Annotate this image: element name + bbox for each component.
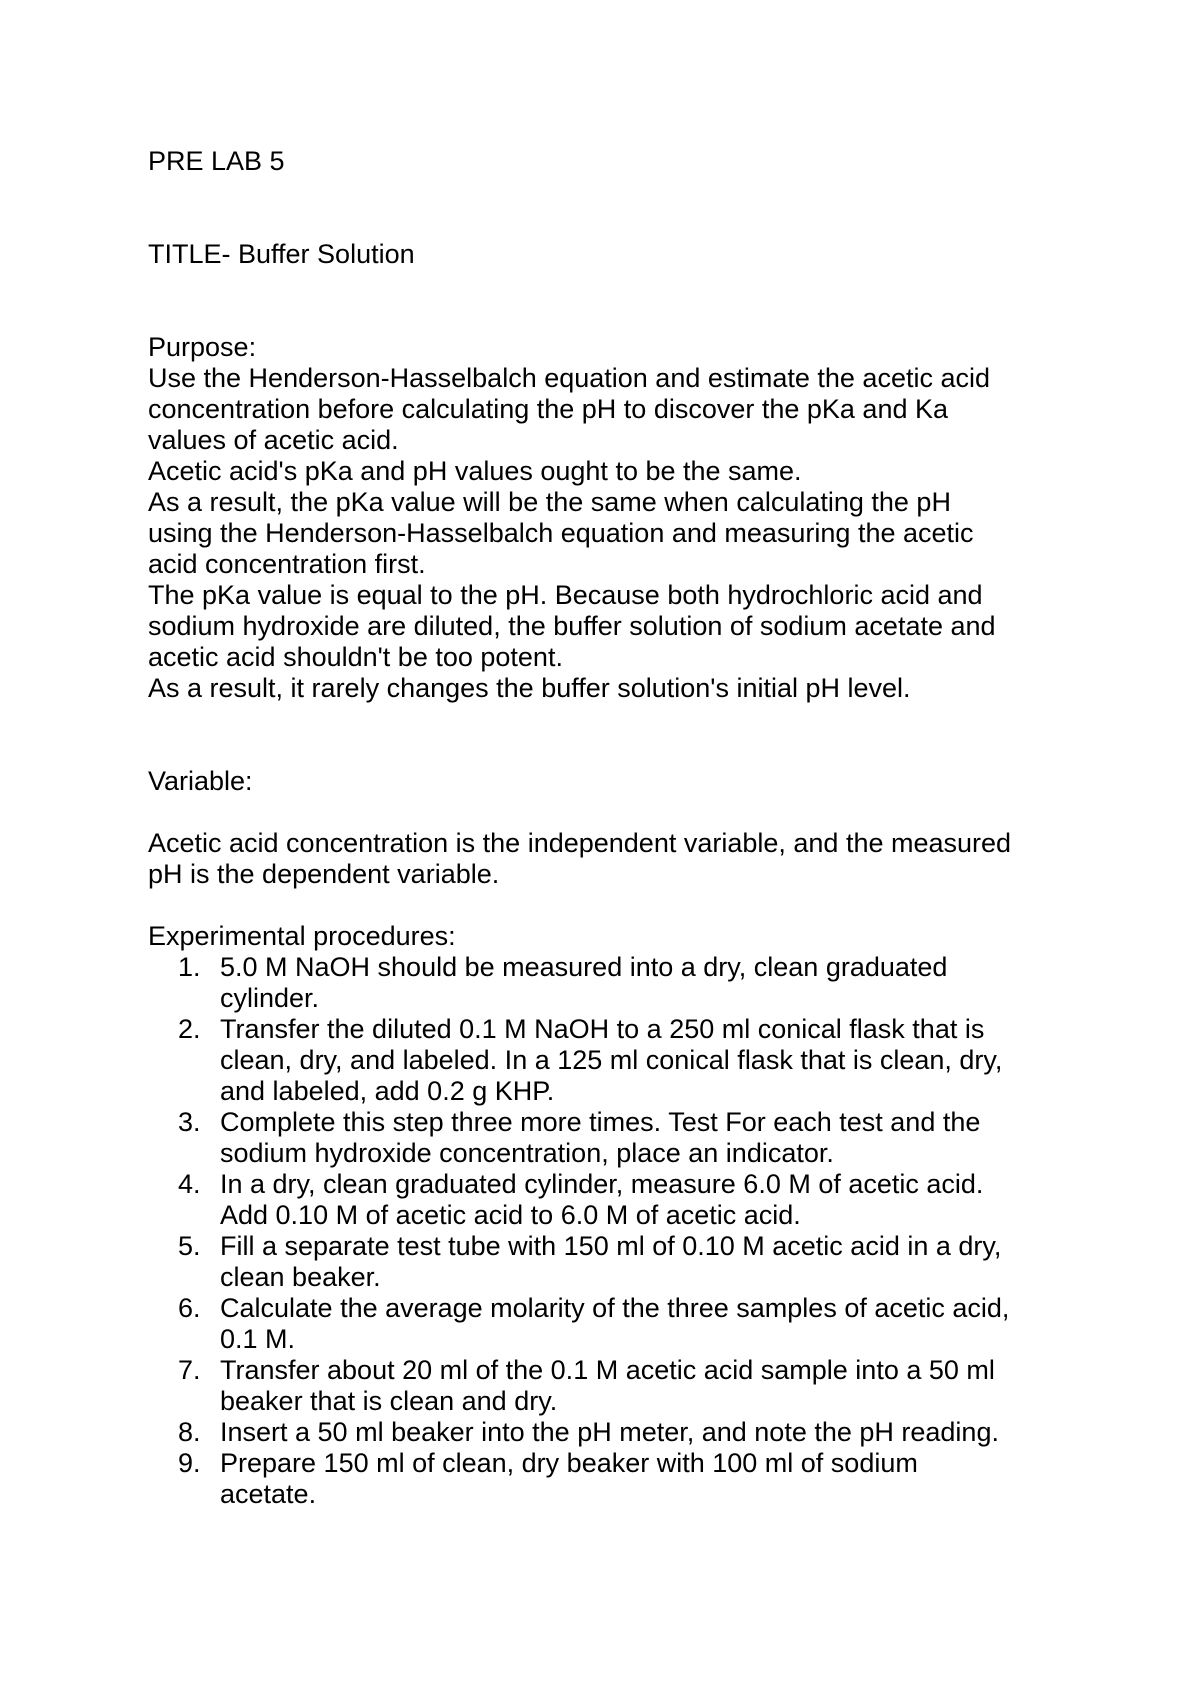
step-text-line: Prepare 150 ml of clean, dry beaker with 100 ml of sodium [220,1448,918,1478]
procedure-step-5 [148,1231,1078,1293]
purpose-line: values of acetic acid. [148,425,399,455]
lab-heading: PRE LAB 5 [148,146,285,176]
step-text-line: beaker that is clean and dry. [220,1386,558,1416]
procedure-step-8 [148,1417,1078,1448]
purpose-line: acid concentration first. [148,549,426,579]
step-number: 7. [178,1355,201,1385]
purpose-line: Use the Henderson-Hasselbalch equation and estimate the acetic acid [148,363,990,393]
purpose-section [148,332,1078,704]
purpose-line: using the Henderson-Hasselbalch equation and measuring the acetic [148,518,974,548]
purpose-text [148,363,1078,704]
step-text-line: Add 0.10 M of acetic acid to 6.0 M of acetic acid. [220,1200,801,1230]
variable-section [148,766,1078,890]
procedure-step-9 [148,1448,1078,1510]
procedure-step-3 [148,1107,1078,1169]
variable-line: Acetic acid concentration is the independent variable, and the measured [148,828,1012,858]
step-text-line: 0.1 M. [220,1324,296,1354]
step-text-line: Calculate the average molarity of the three samples of acetic acid, [220,1293,1010,1323]
procedure-step-6 [148,1293,1078,1355]
variable-line: pH is the dependent variable. [148,859,500,889]
step-text-line: cylinder. [220,983,320,1013]
purpose-line: concentration before calculating the pH to discover the pKa and Ka [148,394,949,424]
step-text-line: 5.0 M NaOH should be measured into a dry, clean graduated [220,952,948,982]
procedure-step-2 [148,1014,1078,1107]
purpose-line: As a result, the pKa value will be the same when calculating the pH [148,487,951,517]
step-number: 5. [178,1231,201,1261]
title-line: TITLE- Buffer Solution [148,239,415,269]
purpose-line: Acetic acid's pKa and pH values ought to be the same. [148,456,802,486]
step-number: 2. [178,1014,201,1044]
step-text-line: Fill a separate test tube with 150 ml of 0.10 M acetic acid in a dry, [220,1231,1002,1261]
step-text-line: In a dry, clean graduated cylinder, measure 6.0 M of acetic acid. [220,1169,984,1199]
step-number: 9. [178,1448,201,1478]
spacer [148,704,1078,766]
step-text-line: Insert a 50 ml beaker into the pH meter, and note the pH reading. [220,1417,999,1447]
step-number: 4. [178,1169,201,1199]
step-number: 8. [178,1417,201,1447]
step-number: 6. [178,1293,201,1323]
step-text-line: acetate. [220,1479,317,1509]
purpose-line: acetic acid shouldn't be too potent. [148,642,563,672]
procedure-step-4 [148,1169,1078,1231]
document-body [148,146,1078,1510]
procedures-heading: Experimental procedures: [148,921,456,951]
purpose-line: sodium hydroxide are diluted, the buffer solution of sodium acetate and [148,611,996,641]
spacer [148,890,1078,921]
step-text-line: Transfer the diluted 0.1 M NaOH to a 250 ml conical flask that is [220,1014,985,1044]
step-text-line: clean beaker. [220,1262,381,1292]
spacer [148,270,1078,332]
procedures-section [148,921,1078,1510]
procedure-step-1 [148,952,1078,1014]
purpose-line: The pKa value is equal to the pH. Because both hydrochloric acid and [148,580,983,610]
variable-heading: Variable: [148,766,253,796]
step-number: 1. [178,952,201,982]
purpose-line: As a result, it rarely changes the buffer solution's initial pH level. [148,673,911,703]
procedures-list [148,952,1078,1510]
spacer [148,177,1078,239]
procedure-step-7 [148,1355,1078,1417]
purpose-heading: Purpose: [148,332,257,362]
step-number: 3. [178,1107,201,1137]
step-text-line: clean, dry, and labeled. In a 125 ml conical flask that is clean, dry, [220,1045,1003,1075]
step-text-line: and labeled, add 0.2 g KHP. [220,1076,555,1106]
step-text-line: Transfer about 20 ml of the 0.1 M acetic acid sample into a 50 ml [220,1355,995,1385]
step-text-line: sodium hydroxide concentration, place an indicator. [220,1138,834,1168]
step-text-line: Complete this step three more times. Test For each test and the [220,1107,981,1137]
spacer [148,797,1078,828]
